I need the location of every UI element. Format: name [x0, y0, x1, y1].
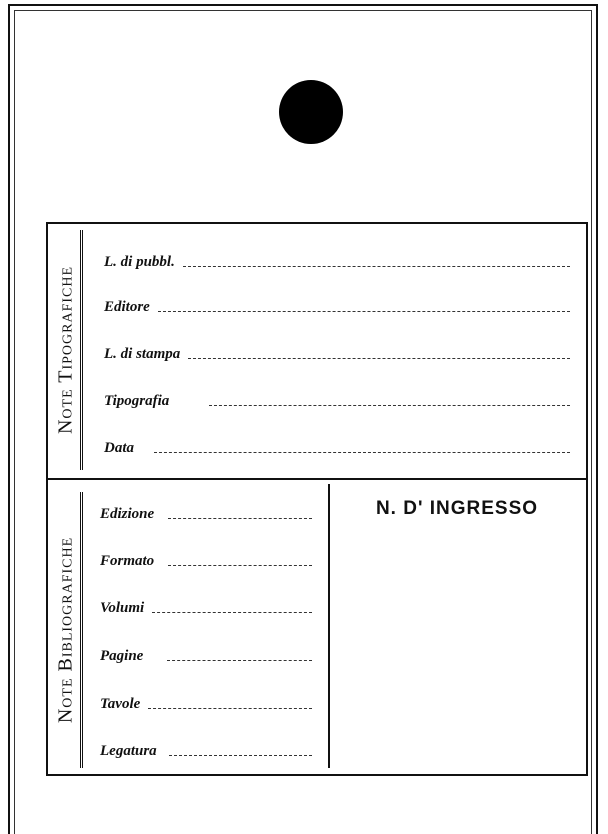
fill-line [188, 357, 570, 359]
field-data[interactable]: Data [104, 440, 570, 457]
field-formato[interactable]: Formato [100, 553, 312, 570]
ingresso-title: N. D' INGRESSO [375, 498, 539, 519]
punch-hole [279, 80, 343, 144]
field-editore[interactable]: Editore [104, 299, 570, 316]
field-tavole[interactable]: Tavole [100, 696, 312, 713]
card-form [46, 222, 588, 776]
fill-line [168, 564, 312, 566]
field-tipografia[interactable]: Tipografia [104, 393, 570, 410]
fill-line [169, 754, 312, 756]
bibliographic-notes-section [48, 480, 586, 774]
fill-line [168, 517, 312, 519]
fill-line [154, 451, 570, 453]
fill-line [152, 611, 312, 613]
field-edizione[interactable]: Edizione [100, 506, 312, 523]
fill-line [148, 707, 312, 709]
fill-line [158, 310, 570, 312]
bibliographic-notes-heading: Note Bibliografiche [52, 492, 83, 768]
ingresso-box[interactable] [328, 484, 584, 768]
fill-line [209, 404, 570, 406]
field-volumi[interactable]: Volumi [100, 600, 312, 617]
field-pagine[interactable]: Pagine [100, 648, 312, 665]
typographic-notes-section [48, 224, 586, 480]
fill-line [183, 265, 570, 267]
field-legatura[interactable]: Legatura [100, 743, 312, 760]
field-luogo-pubblicazione[interactable]: L. di pubbl. [104, 254, 570, 271]
field-luogo-stampa[interactable]: L. di stampa [104, 346, 570, 363]
library-card [8, 4, 598, 834]
typographic-notes-heading: Note Tipografiche [52, 230, 83, 470]
fill-line [167, 659, 312, 661]
